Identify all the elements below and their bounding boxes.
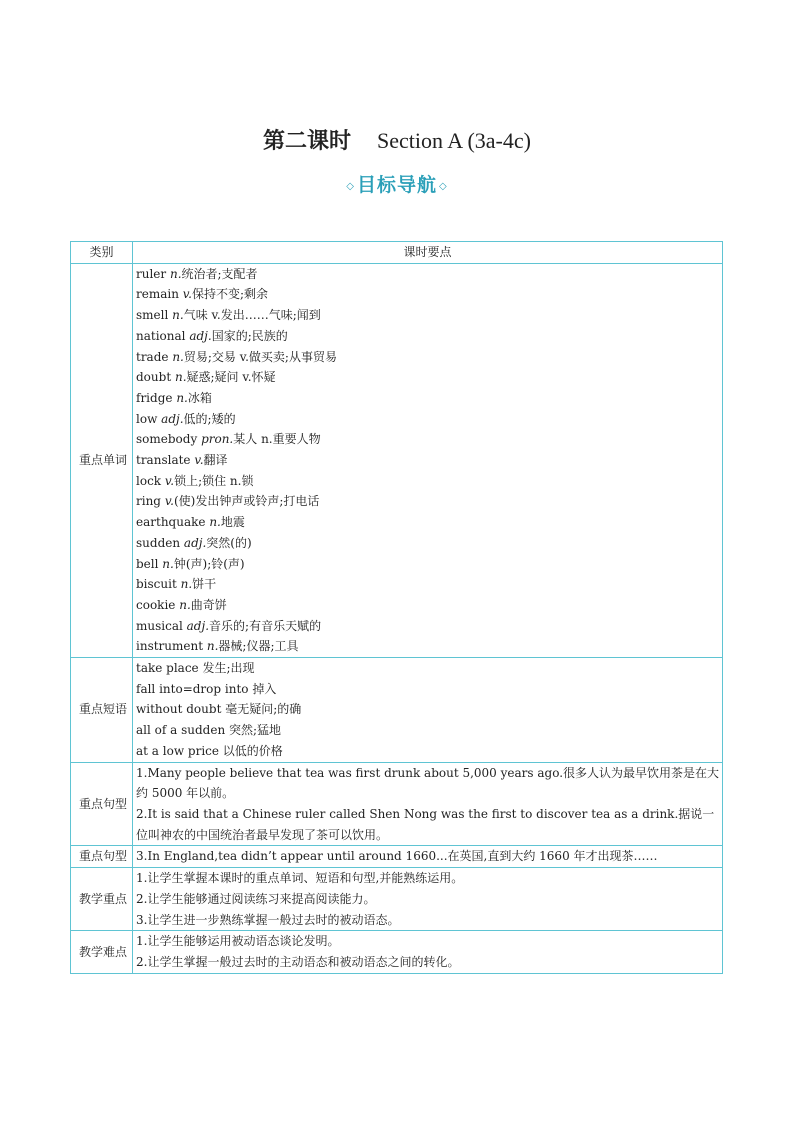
vocab-item xyxy=(136,595,722,616)
vocab-item xyxy=(136,429,722,450)
table-row xyxy=(71,658,723,763)
list-item: take place 发生;出现 xyxy=(136,661,255,676)
vocab-meaning: 统治者;支配者 xyxy=(181,266,258,281)
vocab-meaning: 饼干 xyxy=(192,577,217,592)
vocab-word: translate xyxy=(136,453,191,468)
table-row xyxy=(71,931,723,973)
table-header-row xyxy=(71,242,723,264)
vocab-item xyxy=(136,533,722,554)
vocab-item xyxy=(136,284,722,305)
vocab-meaning: (使)发出钟声或铃声;打电话 xyxy=(173,494,320,509)
content-cell xyxy=(133,658,723,763)
vocab-part-of-speech: n. xyxy=(169,266,182,281)
vocab-meaning: 突然(的) xyxy=(206,535,252,550)
vocab-meaning: 疑惑;疑问 v.怀疑 xyxy=(186,370,276,385)
vocab-word: sudden xyxy=(136,535,181,550)
diamond-icon: ◇ xyxy=(346,180,355,192)
vocab-part-of-speech: v. xyxy=(164,473,175,488)
vocab-meaning: 保持不变;剩余 xyxy=(191,287,268,302)
vocab-item xyxy=(136,491,722,512)
vocab-word: remain xyxy=(136,287,179,302)
list-item: without doubt 毫无疑问;的确 xyxy=(136,702,302,717)
list-item: at a low price 以低的价格 xyxy=(136,743,283,758)
vocab-word: national xyxy=(136,328,186,343)
vocab-meaning: 钟(声);铃(声) xyxy=(173,556,245,571)
lesson-plan-table xyxy=(70,241,723,974)
vocab-meaning: 地震 xyxy=(220,515,245,530)
vocab-word: doubt xyxy=(136,370,172,385)
vocab-item xyxy=(136,367,722,388)
list-item: 1.让学生能够运用被动语态谈论发明。 xyxy=(136,934,340,949)
vocab-item xyxy=(136,450,722,471)
vocab-word: instrument xyxy=(136,639,204,654)
vocab-part-of-speech: v. xyxy=(164,494,174,509)
vocab-part-of-speech: n. xyxy=(176,390,188,405)
vocab-word: trade xyxy=(136,349,169,364)
section-heading-label: 目标导航 xyxy=(356,174,437,196)
vocab-item xyxy=(136,512,722,533)
vocab-meaning: 低的;矮的 xyxy=(183,411,236,426)
header-points: 课时要点 xyxy=(133,242,723,264)
content-cell xyxy=(133,846,723,868)
vocab-meaning: 曲奇饼 xyxy=(190,597,227,612)
vocab-list xyxy=(133,263,723,657)
vocab-meaning: 音乐的;有音乐天赋的 xyxy=(209,618,322,633)
category-cell: 重点句型 xyxy=(71,762,133,846)
vocab-word: low xyxy=(136,411,158,426)
content-cell xyxy=(133,762,723,846)
page-title xyxy=(0,124,794,155)
category-cell: 教学重点 xyxy=(71,868,133,931)
category-cell: 重点短语 xyxy=(71,658,133,763)
vocab-word: musical xyxy=(136,618,183,633)
category-cell: 重点单词 xyxy=(71,263,133,657)
table-row xyxy=(71,263,723,657)
vocab-item xyxy=(136,616,722,637)
vocab-part-of-speech: n. xyxy=(206,639,219,654)
header-category: 类别 xyxy=(71,242,133,264)
table-row xyxy=(71,868,723,931)
vocab-word: ring xyxy=(136,494,161,509)
vocab-part-of-speech: pron. xyxy=(201,432,234,447)
vocab-meaning: 某人 n.重要人物 xyxy=(233,432,321,447)
list-item: all of a sudden 突然;猛地 xyxy=(136,723,282,738)
vocab-word: ruler xyxy=(136,266,167,281)
section-heading xyxy=(0,170,794,197)
list-item: 2.让学生能够通过阅读练习来提高阅读能力。 xyxy=(136,891,376,906)
vocab-part-of-speech: n. xyxy=(162,556,174,571)
vocab-item xyxy=(136,636,722,657)
list-item: fall into=drop into 掉入 xyxy=(136,681,277,696)
vocab-part-of-speech: v. xyxy=(182,287,192,302)
category-cell: 教学难点 xyxy=(71,931,133,973)
vocab-part-of-speech: v. xyxy=(194,453,204,468)
vocab-word: smell xyxy=(136,308,169,323)
vocab-item xyxy=(136,574,722,595)
vocab-part-of-speech: n. xyxy=(179,597,191,612)
vocab-word: bell xyxy=(136,556,159,571)
category-cell: 重点句型 xyxy=(71,846,133,868)
vocab-meaning: 锁上;锁住 n.锁 xyxy=(174,473,254,488)
vocab-item xyxy=(136,554,722,575)
list-item: 3.In England,tea didn’t appear until around 1660...在英国,直到大约 1660 年才出现茶…… xyxy=(136,849,658,864)
vocab-word: earthquake xyxy=(136,515,206,530)
title-en: Section A (3a-4c) xyxy=(377,128,531,153)
vocab-part-of-speech: adj. xyxy=(189,328,212,343)
vocab-item xyxy=(136,264,722,285)
vocab-item xyxy=(136,471,722,492)
vocab-meaning: 器械;仪器;工具 xyxy=(218,639,299,654)
list-item: 3.让学生进一步熟练掌握一般过去时的被动语态。 xyxy=(136,912,400,927)
vocab-meaning: 国家的;民族的 xyxy=(211,328,288,343)
vocab-part-of-speech: n. xyxy=(174,370,187,385)
list-item: 2.让学生掌握一般过去时的主动语态和被动语态之间的转化。 xyxy=(136,954,460,969)
vocab-word: lock xyxy=(136,473,162,488)
vocab-item xyxy=(136,326,722,347)
vocab-part-of-speech: adj. xyxy=(161,411,184,426)
list-item: 2.It is said that a Chinese ruler called Shen Nong was the first to discover tea as a drink.据说一位叫神农的中国统治者最早发现了茶可以饮用。 xyxy=(136,806,715,842)
vocab-word: fridge xyxy=(136,390,173,405)
vocab-word: cookie xyxy=(136,597,176,612)
vocab-word: biscuit xyxy=(136,577,177,592)
diamond-icon: ◇ xyxy=(439,180,448,192)
vocab-item xyxy=(136,388,722,409)
vocab-part-of-speech: adj. xyxy=(186,618,210,633)
vocab-part-of-speech: n. xyxy=(180,577,193,592)
title-cn: 第二课时 xyxy=(263,128,352,154)
vocab-part-of-speech: n. xyxy=(172,308,184,323)
vocab-item xyxy=(136,347,722,368)
vocab-meaning: 冰箱 xyxy=(187,390,212,405)
vocab-part-of-speech: n. xyxy=(172,349,184,364)
vocab-item xyxy=(136,305,722,326)
list-item: 1.Many people believe that tea was first drunk about 5,000 years ago.很多人认为最早饮用茶是在大约 5000 年以前。 xyxy=(136,765,720,801)
table-row xyxy=(71,846,723,868)
vocab-part-of-speech: adj. xyxy=(183,535,207,550)
content-cell xyxy=(133,868,723,931)
vocab-item xyxy=(136,409,722,430)
content-cell xyxy=(133,931,723,973)
table-row xyxy=(71,762,723,846)
vocab-word: somebody xyxy=(136,432,198,447)
vocab-part-of-speech: n. xyxy=(209,515,221,530)
vocab-meaning: 翻译 xyxy=(203,453,228,468)
list-item: 1.让学生掌握本课时的重点单词、短语和句型,并能熟练运用。 xyxy=(136,871,464,886)
vocab-meaning: 气味 v.发出……气味;闻到 xyxy=(183,308,321,323)
vocab-meaning: 贸易;交易 v.做买卖;从事贸易 xyxy=(183,349,337,364)
